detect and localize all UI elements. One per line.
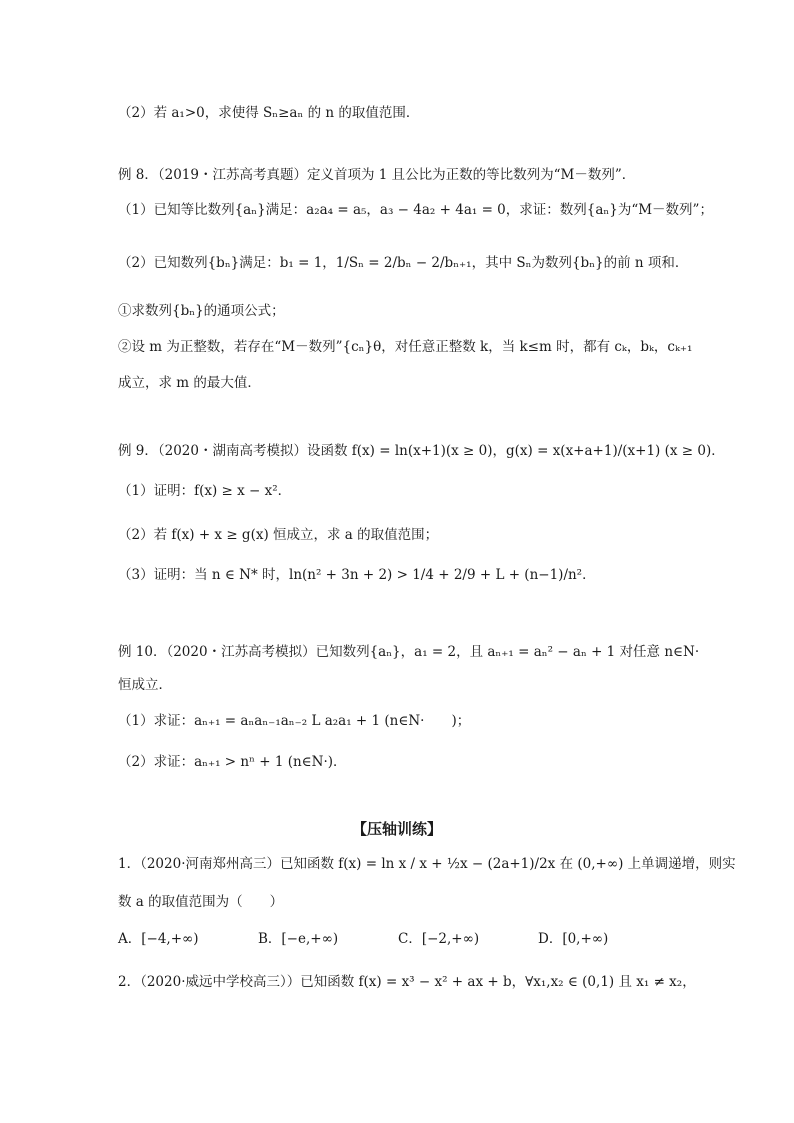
ex9-title: 例 9．（2020・湖南高考模拟）设函数 f(x) = ln(x+1)(x ≥ 0)，g(x) = x(x+a+1)/(x+1) (x ≥ 0)． [118,443,725,459]
ex10-title: 例 10．（2020・江苏高考模拟）已知数列{aₙ}，a₁ = 2，且 aₙ₊₁ = aₙ² − aₙ + 1 对任意 n∈N· [118,644,700,660]
ex8-title: 例 8．（2019・江苏高考真题）定义首项为 1 且公比为正数的等比数列为“M－数列”． [118,167,636,183]
problem-1-options [118,928,678,950]
ex9-q3: （3）证明：当 n ∈ N* 时，ln(n² + 3n + 2) > 1/4 + 2/9 + L + (n−1)/n²． [118,567,596,583]
ex8-q1: （1）已知等比数列{aₙ}满足：a₂a₄ = a₅，a₃ − 4a₂ + 4a₁ = 0，求证：数列{aₙ}为“M－数列”； [118,202,713,218]
problem-1-stem: 1．（2020·河南郑州高三）已知函数 f(x) = ln x / x + ½x − (2a+1)/2x 在 (0,+∞) 上单调递增，则实 [118,856,736,872]
ex8-q2: （2）已知数列{bₙ}满足：b₁ = 1，1/Sₙ = 2/bₙ − 2/bₙ₊₁，其中 Sₙ为数列{bₙ}的前 n 项和． [118,255,689,271]
problem-2-stem: 2．（2020·威远中学校高三））已知函数 f(x) = x³ − x² + ax + b，∀x₁,x₂ ∈ (0,1) 且 x₁ ≠ x₂， [118,974,696,990]
option-d[interactable]: D．[0,+∞) [538,931,609,947]
ex8-s2b: 成立，求 m 的最大值． [118,375,261,391]
option-a[interactable]: A．[−4,+∞) [118,931,199,947]
ex10-title-b: 恒成立． [118,677,172,693]
ex9-q2: （2）若 f(x) + x ≥ g(x) 恒成立，求 a 的取值范围； [118,527,439,543]
ex9-q1: （1）证明：f(x) ≥ x − x²． [118,483,292,499]
part2-prev: （2）若 a₁>0，求使得 Sₙ≥aₙ 的 n 的取值范围． [118,105,420,121]
training-heading: 【压轴训练】 [351,820,442,838]
ex8-s2: ②设 m 为正整数，若存在“M－数列”{cₙ}θ，对任意正整数 k，当 k≤m 时，都有 cₖ，bₖ，cₖ₊₁ [118,339,693,355]
ex10-q2: （2）求证：aₙ₊₁ > nⁿ + 1 (n∈N·)． [118,754,347,770]
ex8-s1: ①求数列{bₙ}的通项公式； [118,303,285,319]
ex10-q1: （1）求证：aₙ₊₁ = aₙaₙ₋₁aₙ₋₂ L a₂a₁ + 1 (n∈N· )； [118,713,471,729]
problem-1-stem-cont: 数 a 的取值范围为（ ） [118,894,284,910]
option-c[interactable]: C．[−2,+∞) [398,931,480,947]
option-b[interactable]: B．[−e,+∞) [258,931,339,947]
